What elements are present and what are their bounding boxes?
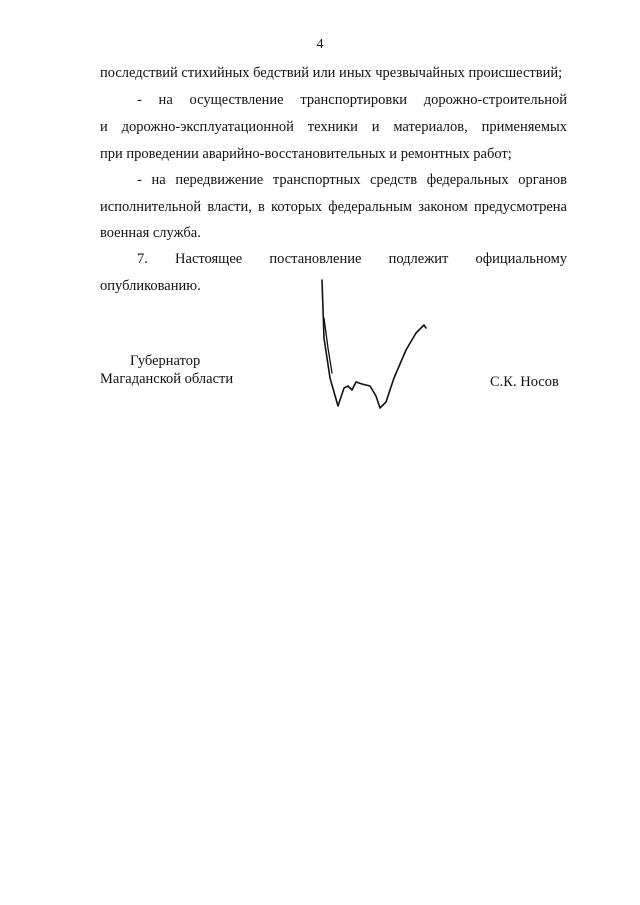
signer-name: С.К. Носов xyxy=(490,374,559,390)
body-line-4: при проведении аварийно-восстановительных и ремонтных работ; xyxy=(100,146,512,162)
handwritten-signature xyxy=(310,278,440,413)
body-line-9: опубликованию. xyxy=(100,278,201,294)
signer-title xyxy=(100,352,250,388)
body-line-1: последствий стихийных бедствий или иных чрезвычайных происшествий; xyxy=(100,65,563,81)
body-line-5: - на передвижение транспортных средств федеральных органов xyxy=(137,172,567,188)
body-line-2: - на осуществление транспортировки дорожно-строительной xyxy=(137,92,567,108)
page-number: 4 xyxy=(316,37,324,52)
body-line-3: и дорожно-эксплуатационной техники и материалов, применяемых xyxy=(100,119,567,135)
signer-region: Магаданской области xyxy=(100,371,234,387)
body-line-6: исполнительной власти, в которых федеральным законом предусмотрена xyxy=(100,199,567,215)
body-line-7: военная служба. xyxy=(100,225,201,241)
signer-position: Губернатор xyxy=(130,353,201,369)
body-line-8: 7. Настоящее постановление подлежит официальному xyxy=(137,251,567,267)
